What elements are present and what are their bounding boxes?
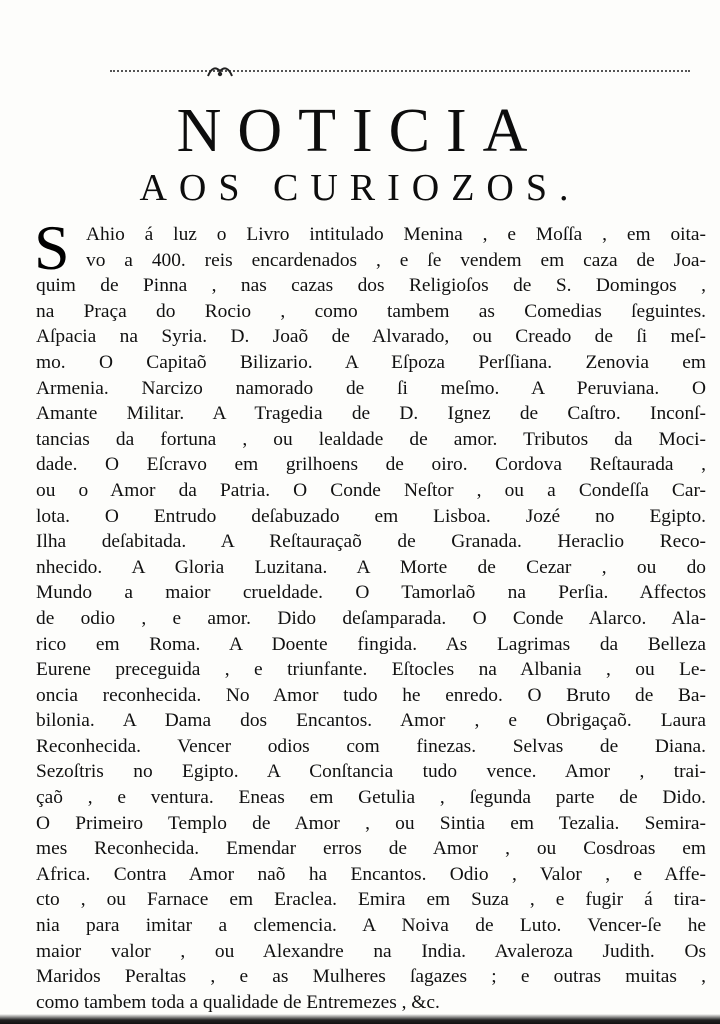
text-line: quim de Pinna , nas cazas dos Religioſos de S. Domingos , — [36, 275, 706, 297]
text-line: mo. O Capitaõ Bilizario. A Eſpoza Perſſiana. Zenovia em — [36, 351, 706, 373]
drop-cap: S — [34, 212, 70, 283]
page-bottom-edge — [0, 1014, 720, 1024]
text-line: Mundo a maior crueldade. O Tamorlaõ na Perſia. Affectos — [36, 582, 706, 604]
text-line: Maridos Peraltas , e as Mulheres ſagazes ; e outras muitas , — [36, 966, 706, 988]
text-line: ou o Amor da Patria. O Conde Neſtor , ou a Condeſſa Car- — [36, 479, 706, 501]
text-line: mes Reconhecida. Emendar erros de Amor , ou Cosdroas em — [36, 838, 706, 860]
text-line: Reconhecida. Vencer odios com finezas. Selvas de Diana. — [36, 735, 706, 757]
text-line: de odio , e amor. Dido deſamparada. O Conde Alarco. Ala- — [36, 607, 706, 629]
text-line: Ilha deſabitada. A Reſtauraçaõ de Granada. Heraclio Reco- — [36, 531, 706, 553]
text-line: Eurene preceguida , e triunfante. Eſtocles na Albania , ou Le- — [36, 659, 706, 681]
text-line: cto , ou Farnace em Eraclea. Emira em Suza , e fugir á tira- — [36, 889, 706, 911]
text-line: Aſpacia na Syria. D. Joaõ de Alvarado, ou Creado de ſi meſ- — [36, 326, 706, 348]
text-line: como tambem toda a qualidade de Entremezes , &c. — [36, 991, 440, 1013]
text-line: maior valor , ou Alexandre na India. Avaleroza Judith. Os — [36, 940, 706, 962]
fleuron-ornament-icon — [205, 62, 235, 80]
text-line: oncia reconhecida. No Amor tudo he enredo. O Bruto de Ba- — [36, 684, 706, 706]
text-line: çaõ , e ventura. Eneas em Getulia , ſegunda parte de Dido. — [36, 787, 706, 809]
page-title: NOTICIA — [176, 97, 544, 165]
text-line: Armenia. Narcizo namorado de ſi meſmo. A Peruviana. O — [36, 377, 706, 399]
text-line: lota. O Entrudo deſabuzado em Lisboa. Jozé no Egipto. — [36, 505, 706, 527]
text-line: nia para imitar a clemencia. A Noiva de Luto. Vencer-ſe he — [36, 915, 706, 937]
text-line: O Primeiro Templo de Amor , ou Sintia em Tezalia. Semira- — [36, 812, 706, 834]
text-line: dade. O Eſcravo em grilhoens de oiro. Cordova Reſtaurada , — [36, 454, 706, 476]
text-line: na Praça do Rocio , como tambem as Comedias ſeguintes. — [36, 300, 706, 322]
text-line: bilonia. A Dama dos Encantos. Amor , e Obrigaçaõ. Laura — [36, 710, 706, 732]
text-line: Sezoſtris no Egipto. A Conſtancia tudo vence. Amor , trai- — [36, 761, 706, 783]
text-line: nhecido. A Gloria Luzitana. A Morte de Cezar , ou do — [36, 556, 706, 578]
text-line: Africa. Contra Amor naõ ha Encantos. Odio , Valor , e Affe- — [36, 863, 706, 885]
text-line: tancias da fortuna , ou lealdade de amor. Tributos da Moci- — [36, 428, 706, 450]
text-line: rico em Roma. A Doente fingida. As Lagrimas da Belleza — [36, 633, 706, 655]
top-ornament-rule — [110, 70, 690, 72]
text-line: Ahio á luz o Livro intitulado Menina , e Moſſa , em oita- — [86, 224, 706, 245]
notice-body — [34, 212, 706, 1015]
text-line: vo a 400. reis encardenados , e ſe vendem em caza de Joa- — [86, 249, 706, 271]
text-line: Amante Militar. A Tragedia de D. Ignez de Caſtro. Inconſ- — [36, 403, 706, 425]
page-subtitle: AOS CURIOZOS. — [139, 167, 581, 209]
